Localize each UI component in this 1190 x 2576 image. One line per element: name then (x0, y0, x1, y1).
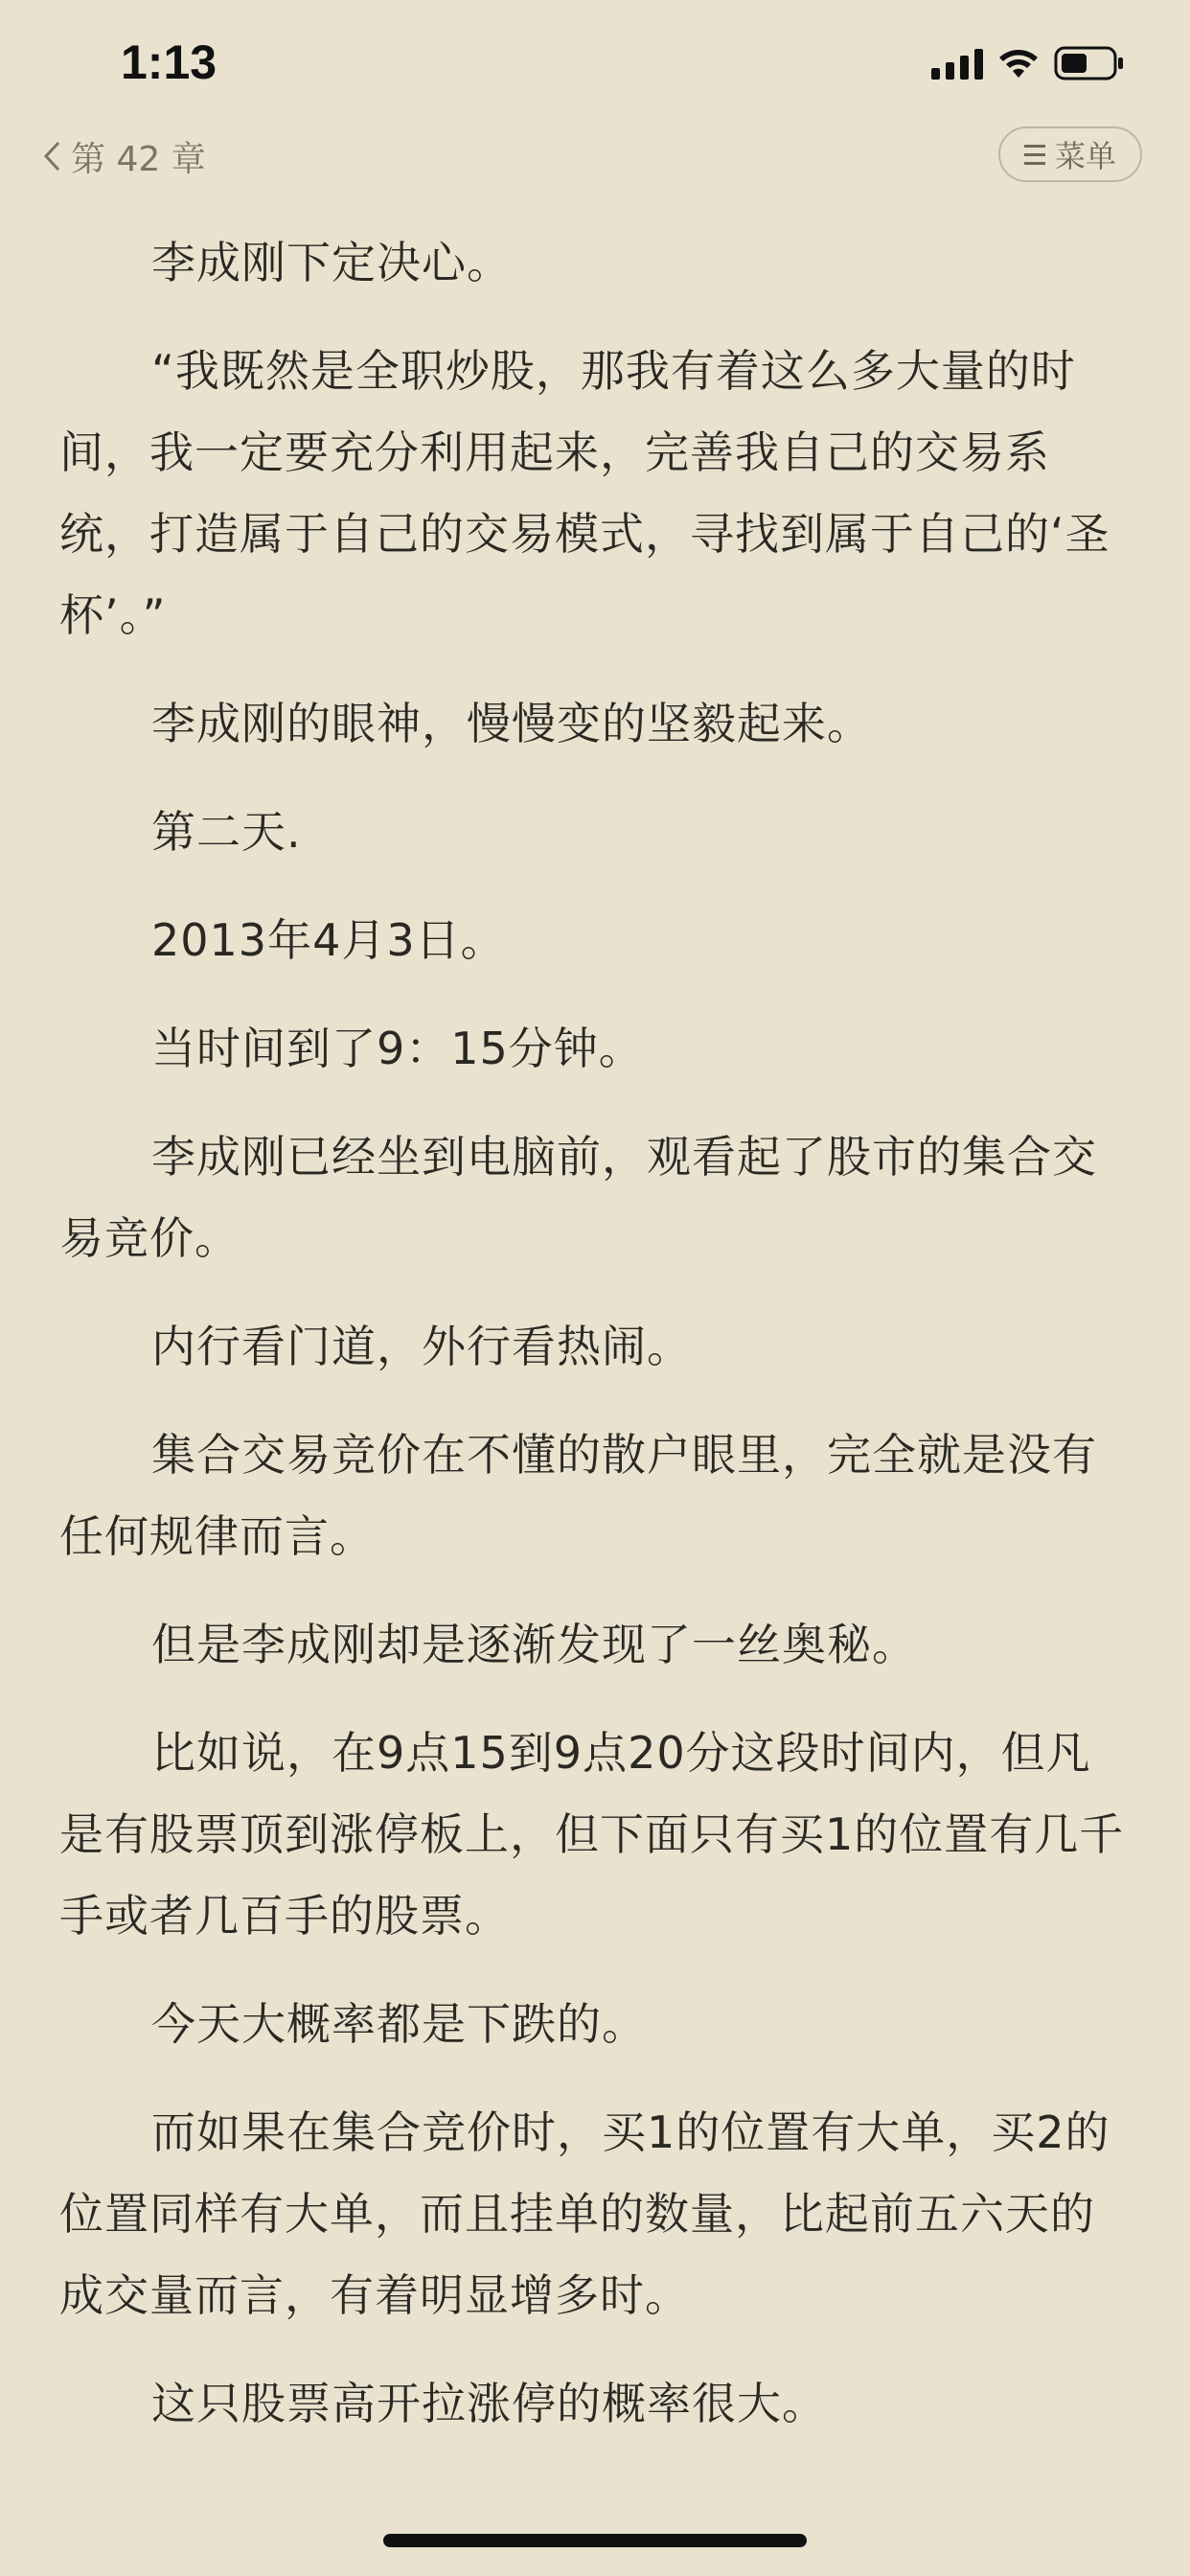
paragraph: 李成刚下定决心。 (151, 237, 512, 288)
home-indicator[interactable] (383, 2534, 807, 2547)
status-icons (931, 44, 1125, 82)
paragraph: “我既然是全职炒股，那我有着这么多大量的时间，我一定要充分利用起来，完善我自己的交易系统，打造属于自己的交易模式，寻找到属于自己的‘圣杯’。” (59, 345, 1110, 641)
paragraph: 2013年4月3日。 (151, 914, 506, 966)
signal-icon (931, 47, 983, 80)
menu-icon (1024, 145, 1045, 165)
paragraph: 李成刚的眼神，慢慢变的坚毅起来。 (151, 698, 872, 749)
chapter-label: 第 42 章 (71, 139, 206, 179)
menu-label: 菜单 (1054, 138, 1116, 174)
battery-icon (1054, 46, 1125, 80)
chevron-left-icon (42, 140, 61, 172)
back-to-chapter-button[interactable] (42, 134, 206, 178)
paragraph: 李成刚已经坐到电脑前，观看起了股市的集合交易竞价。 (59, 1131, 1097, 1264)
paragraph: 但是李成刚却是逐渐发现了一丝奥秘。 (151, 1619, 917, 1670)
paragraph: 第二天. (151, 806, 302, 858)
reader-nav-bar (0, 123, 1190, 190)
paragraph: 比如说，在9点15到9点20分这段时间内，但凡是有股票顶到涨停板上，但下面只有买1的位置有几千手或者几百手的股票。 (59, 1727, 1125, 1942)
status-bar (0, 0, 1190, 126)
status-time: 1:13 (121, 35, 217, 89)
paragraph: 集合交易竞价在不懂的散户眼里，完全就是没有任何规律而言。 (59, 1429, 1097, 1562)
paragraph: 这只股票高开拉涨停的概率很大。 (151, 2378, 827, 2429)
chapter-text (59, 222, 1134, 2472)
paragraph: 今天大概率都是下跌的。 (151, 1998, 647, 2050)
menu-button[interactable] (998, 126, 1142, 182)
wifi-icon (996, 47, 1041, 80)
paragraph: 内行看门道，外行看热闹。 (151, 1321, 692, 1372)
paragraph: 而如果在集合竞价时，买1的位置有大单，买2的位置同样有大单，而且挂单的数量，比起前五六天的成交量而言，有着明显增多时。 (59, 2106, 1110, 2321)
paragraph: 当时间到了9：15分钟。 (151, 1023, 644, 1074)
